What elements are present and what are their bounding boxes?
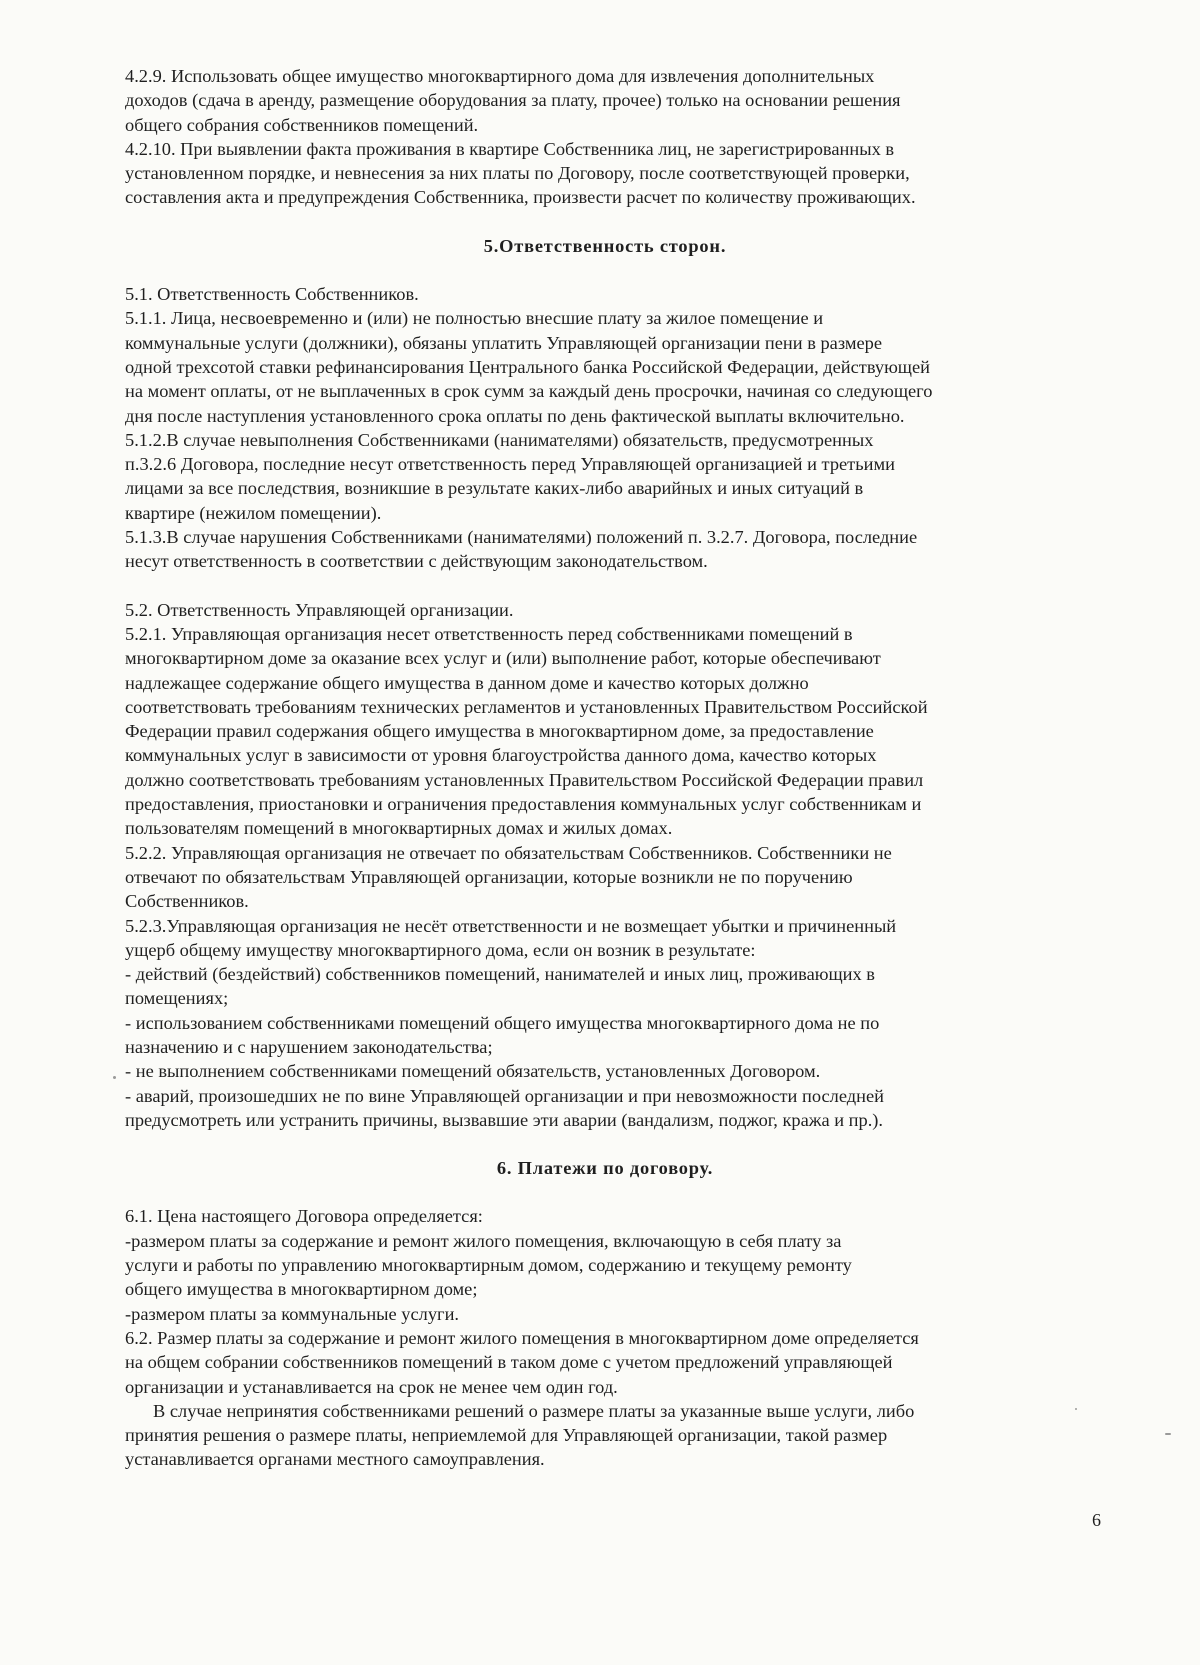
text-line: дня после наступления установленного срока оплаты по день фактической выплаты включительно. xyxy=(125,405,905,426)
scan-speck xyxy=(1075,1408,1077,1410)
text-line: организации и устанавливается на срок не менее чем один год. xyxy=(125,1376,618,1397)
text-line: составления акта и предупреждения Собственника, произвести расчет по количеству проживающих. xyxy=(125,187,916,208)
text-line: предоставления, приостановки и ограничения предоставления коммунальных услуг собственникам и xyxy=(125,794,922,815)
text-line: 5.2.2. Управляющая организация не отвечает по обязательствам Собственников. Собственники не xyxy=(125,842,892,863)
text-line: 5.1.1. Лица, несвоевременно и (или) не полностью внесшие плату за жилое помещение и xyxy=(125,308,824,329)
text-line: предусмотреть или устранить причины, вызвавшие эти аварии (вандализм, поджог, кража и пр.). xyxy=(125,1109,884,1130)
text-line: 4.2.10. При выявлении факта проживания в квартире Собственника лиц, не зарегистрированных в xyxy=(125,138,895,159)
text-line: В случае непринятия собственниками решений о размере платы за указанные выше услуги, либо xyxy=(153,1400,915,1421)
text-line: коммунальных услуг в зависимости от уровня благоустройства данного дома, качество которых xyxy=(125,745,877,766)
text-line: 6.1. Цена настоящего Договора определяется: xyxy=(125,1206,483,1227)
text-line: Федерации правил содержания общего имущества в многоквартирном доме, за предоставление xyxy=(125,721,874,742)
text-line: - использованием собственниками помещений общего имущества многоквартирного дома не по xyxy=(125,1012,880,1033)
text-line: принятия решения о размере платы, неприемлемой для Управляющей организации, такой размер xyxy=(125,1425,888,1446)
text-line: одной трехсотой ставки рефинансирования Центрального банка Российской Федерации, действующей xyxy=(125,356,930,377)
text-line: отвечают по обязательствам Управляющей организации, которые возникли не по поручению xyxy=(125,866,853,887)
text-line: 5.1.2.В случае невыполнения Собственниками (нанимателями) обязательств, предусмотренных xyxy=(125,429,874,450)
section-5-2-management xyxy=(125,598,1085,1133)
text-line: - не выполнением собственниками помещений обязательств, установленных Договором. xyxy=(125,1061,821,1082)
page-number: 6 xyxy=(1092,1510,1101,1530)
text-line: несут ответственность в соответствии с действующим законодательством. xyxy=(125,551,708,572)
text-line: квартире (нежилом помещении). xyxy=(125,502,382,523)
section-4-tail xyxy=(125,64,1085,210)
text-line: Собственников. xyxy=(125,891,249,912)
text-line: лицами за все последствия, возникшие в результате каких-либо аварийных и иных ситуаций в xyxy=(125,478,864,499)
text-line: 5.2.3.Управляющая организация не несёт ответственности и не возмещает убытки и причиненный xyxy=(125,915,897,936)
text-line: на момент оплаты, от не выплаченных в срок сумм за каждый день просрочки, начиная со следующего xyxy=(125,381,933,402)
text-line: услуги и работы по управлению многоквартирным домом, содержанию и текущему ремонту xyxy=(125,1255,852,1276)
text-line: помещениях; xyxy=(125,988,229,1009)
section-6-payments xyxy=(125,1204,1085,1471)
text-line: пользователям помещений в многоквартирных домах и жилых домах. xyxy=(125,818,673,839)
text-line: п.3.2.6 Договора, последние несут ответственность перед Управляющей организацией и третьими xyxy=(125,454,895,475)
text-line: -размером платы за содержание и ремонт жилого помещения, включающую в себя плату за xyxy=(125,1230,842,1251)
text-line: доходов (сдача в аренду, размещение оборудования за плату, прочее) только на основании решения xyxy=(125,90,901,111)
text-line: 5.1. Ответственность Собственников. xyxy=(125,284,419,305)
text-line: 5.2.1. Управляющая организация несет ответственность перед собственниками помещений в xyxy=(125,623,853,644)
text-line: назначению и с нарушением законодательства; xyxy=(125,1036,493,1057)
text-line: соответствовать требованиям технических регламентов и установленных Правительством Российской xyxy=(125,696,928,717)
text-line: 5.2. Ответственность Управляющей организации. xyxy=(125,599,514,620)
text-line: на общем собрании собственников помещений в таком доме с учетом предложений управляющей xyxy=(125,1352,893,1373)
section-6-heading: 6. Платежи по договору. xyxy=(496,1158,714,1179)
text-line: надлежащее содержание общего имущества в данном доме и качество которых должно xyxy=(125,672,809,693)
text-line: 6.2. Размер платы за содержание и ремонт жилого помещения в многоквартирном доме определяется xyxy=(125,1327,919,1348)
text-line: -размером платы за коммунальные услуги. xyxy=(125,1303,460,1324)
text-line: общего имущества в многоквартирном доме; xyxy=(125,1279,478,1300)
scan-speck xyxy=(113,1076,116,1079)
section-5-1-owners xyxy=(125,282,1085,574)
scan-speck xyxy=(1165,1433,1171,1435)
text-line: коммунальные услуги (должники), обязаны уплатить Управляющей организации пени в размере xyxy=(125,332,882,353)
text-line: общего собрания собственников помещений. xyxy=(125,114,479,135)
section-5-heading: 5.Ответственность сторон. xyxy=(483,235,727,256)
text-line: ущерб общему имуществу многоквартирного дома, если он возник в результате: xyxy=(125,939,756,960)
text-line: 4.2.9. Использовать общее имущество многоквартирного дома для извлечения дополнительных xyxy=(125,66,875,86)
text-line: - действий (бездействий) собственников помещений, нанимателей и иных лиц, проживающих в xyxy=(125,964,875,985)
text-line: - аварий, произошедших не по вине Управляющей организации и при невозможности последней xyxy=(125,1085,884,1106)
text-line: 5.1.3.В случае нарушения Собственниками (нанимателями) положений п. 3.2.7. Договора, последние xyxy=(125,527,918,548)
text-line: устанавливается органами местного самоуправления. xyxy=(125,1449,545,1470)
text-line: должно соответствовать требованиям установленных Правительством Российской Федерации правил xyxy=(125,769,924,790)
text-line: многоквартирном доме за оказание всех услуг и (или) выполнение работ, которые обеспечивают xyxy=(125,648,881,669)
text-line: установленном порядке, и невнесения за них платы по Договору, после соответствующей проверки, xyxy=(125,163,910,184)
